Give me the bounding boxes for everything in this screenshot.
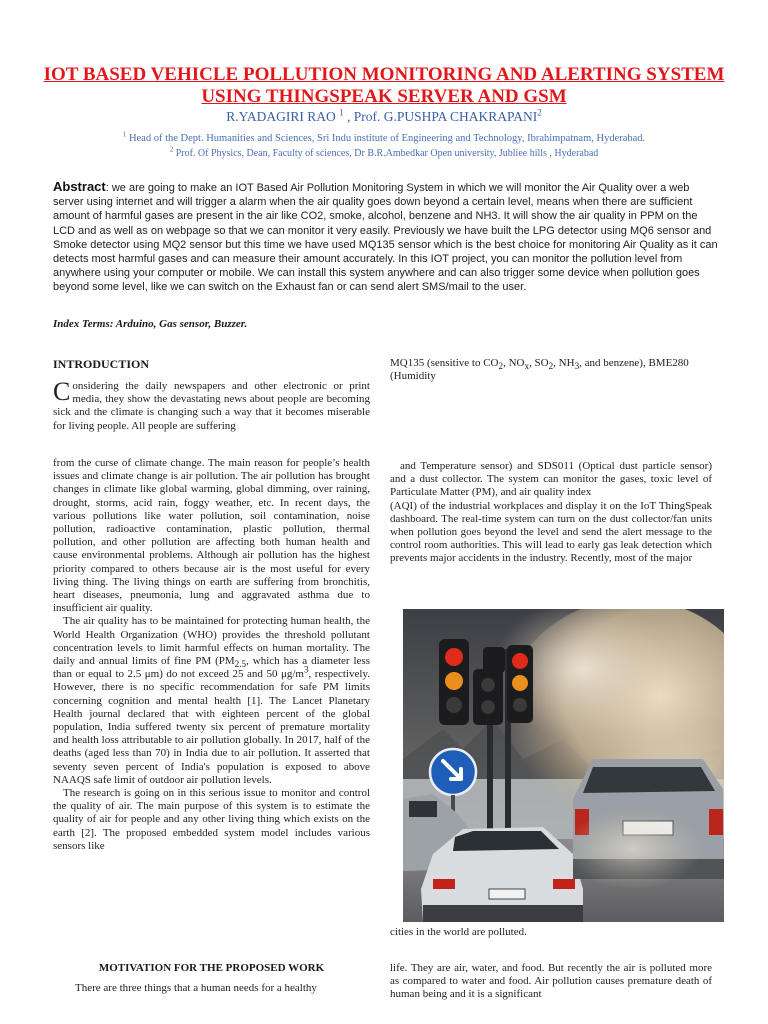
paragraph-air-quality-b: , which has a diameter less than or equal to 2.5 μm) do not exceed 25 and 50 μg/m <box>53 655 371 681</box>
introduction-first-paragraph <box>53 377 370 433</box>
right-top-d: , NH <box>553 357 575 369</box>
paragraph-air-quality-a: The air quality has to be maintained for protecting human health, the World Health Organization (WHO) provides the threshold pollutant concentration levels to limit harmful effects on human mortality. The daily and annual limits of fine PM (PM <box>53 615 370 668</box>
right-column-end: life. They are air, water, and food. But recently the air is polluted more as compared to water and food. Air pollution causes premature death of human being and it is a significant <box>390 962 712 1001</box>
right-top-c: , SO <box>529 357 549 369</box>
affiliation-2-mark: 2 <box>169 145 174 154</box>
unit-superscript: 3 <box>303 664 309 675</box>
introduction-heading: INTRODUCTION <box>53 357 150 371</box>
motivation-heading: MOTIVATION FOR THE PROPOSED WORK <box>98 962 325 974</box>
author-1: R.YADAGIRI RAO <box>226 109 336 124</box>
author-1-mark: 1 <box>339 107 344 118</box>
introduction-first-text: onsidering the daily newspapers and other electronic or print media, they show the devastating news about people are becoming sick and the climate is changing such a way that it becomes miserable for living people. All people are suffering <box>53 380 370 432</box>
right-column-middle <box>390 460 712 566</box>
paragraph-climate: from the curse of climate change. The main reason for people’s health issues and climate change is air pollution. The air pollution has brought changes in climate like global warming, global dimming, over raining, drought, storms, acid rain, foggy weather, etc. In recent days, the various pollutions like water pollution, soil contamination, noise pollution, radioactive contamination, plastic pollution, thermal pollution, and other pollution are affecting both human health and cause environmental problems. Although air pollution has the highest priority compared to others because air is the most useful for every living thing. The living things on earth are suffering from bronchitis, heart diseases, pneumonia, lung and aggravated asthma due to insufficient air quality. <box>53 457 370 615</box>
author-line <box>40 109 728 125</box>
paragraph-sensors: and Temperature sensor) and SDS011 (Optical dust particle sensor) and a dust collector. The system can monitor the gases, toxic level of Particulate Matter (PM), and air quality index <box>390 460 712 499</box>
paragraph-aqi: (AQI) of the industrial workplaces and display it on the IoT ThingSpeak dashboard. The real-time system can turn on the dust collector/fan units when pollution goes beyond the level and send the alert message to the control room authorities. This will lead to early gas leak detection which prevents major accidents in the industry. Recently, most of the major <box>390 499 712 565</box>
nh-subscript: 3 <box>574 361 580 372</box>
right-top-a: MQ135 (sensitive to CO <box>390 357 499 369</box>
pm-subscript: 2.5 <box>234 659 247 670</box>
so-subscript: 2 <box>548 361 554 372</box>
affiliation-2-text: Prof. Of Physics, Dean, Faculty of sciences, Dr B.R.Ambedkar Open university, Jubliee hills , Hyderabad <box>173 148 599 159</box>
abstract-text: : we are going to make an IOT Based Air Pollution Monitoring System in which we will monitor the Air Quality over a web server using internet and will trigger a alarm when the air quality goes down beyond a certain level, means when there are sufficient amount of harmful gases are present in the air like CO2, smoke, alcohol, benzene and NH3. It will show the air quality in PPM on the LCD and as well as on webpage so that we can monitor it very easily. Previously we have built the LPG detector using MQ6 sensor and Smoke detector using MQ2 sensor but this time we have used MQ135 sensor which is the best choice for monitoring Air Quality as it can detects most harmful gases and can measure their amount accurately. In this IOT project, you can monitor the pollution level from anywhere using your computer or mobile. We can install this system anywhere and can also trigger some device when pollution goes beyond some level, like we can switch on the Exhaust fan or can send alert SMS/mail to the user. <box>53 182 718 294</box>
index-terms: Index Terms: Arduino, Gas sensor, Buzzer. <box>53 318 248 330</box>
paragraph-research: The research is going on in this serious issue to monitor and control the quality of air. The main purpose of this system is to estimate the quality of air for people and any other living thing which exists on the earth [2]. The proposed embedded system model includes various sensors like <box>53 787 370 852</box>
right-top-e: , and benzene), BME280 (Humidity <box>390 357 689 383</box>
left-column-body <box>53 457 370 853</box>
paragraph-air-quality <box>53 615 370 787</box>
drop-cap: C <box>53 377 71 406</box>
author-2-mark: 2 <box>537 107 542 118</box>
paper-title: IOT BASED VEHICLE POLLUTION MONITORING AND ALERTING SYSTEM USING THINGSPEAK SERVER AND GSM <box>43 64 725 107</box>
abstract <box>53 180 719 295</box>
right-column-top <box>390 357 712 383</box>
traffic-pollution-photo <box>403 609 724 922</box>
figure-caption: cities in the world are polluted. <box>390 926 527 938</box>
motivation-text: There are three things that a human needs for a healthy <box>75 982 317 994</box>
paragraph-air-quality-c: , respectively. However, there is no specific recommendation for safe PM limits concerning cognition and mental health [1]. The Lancet Planetary Health journal declared that with eighteen percent of the global population, India suffered twenty six percent of premature mortality and health loss attributable to air pollution globally. In 2017, half of the deaths (aged less than 70) in India due to air pollution. It asserted that seventy seven percent of India's population is exposed to above NAAQS safe limit of outdoor air pollution levels. <box>53 668 370 786</box>
no-subscript: x <box>524 361 530 372</box>
affiliation-2 <box>40 147 728 160</box>
right-top-b: , NO <box>503 357 525 369</box>
affiliation-1-text: Head of the Dept. Humanities and Sciences, Sri Indu institute of Engineering and Technology, Ibrahimpatnam, Hyderabad. <box>126 133 646 144</box>
affiliation-1-mark: 1 <box>122 130 127 139</box>
author-2: Prof. G.PUSHPA CHAKRAPANI <box>353 109 538 124</box>
photo-illustration <box>403 609 724 922</box>
affiliation-1 <box>40 132 728 145</box>
author-separator: , <box>343 109 354 124</box>
co-subscript: 2 <box>498 361 504 372</box>
abstract-label: Abstract <box>53 179 106 194</box>
